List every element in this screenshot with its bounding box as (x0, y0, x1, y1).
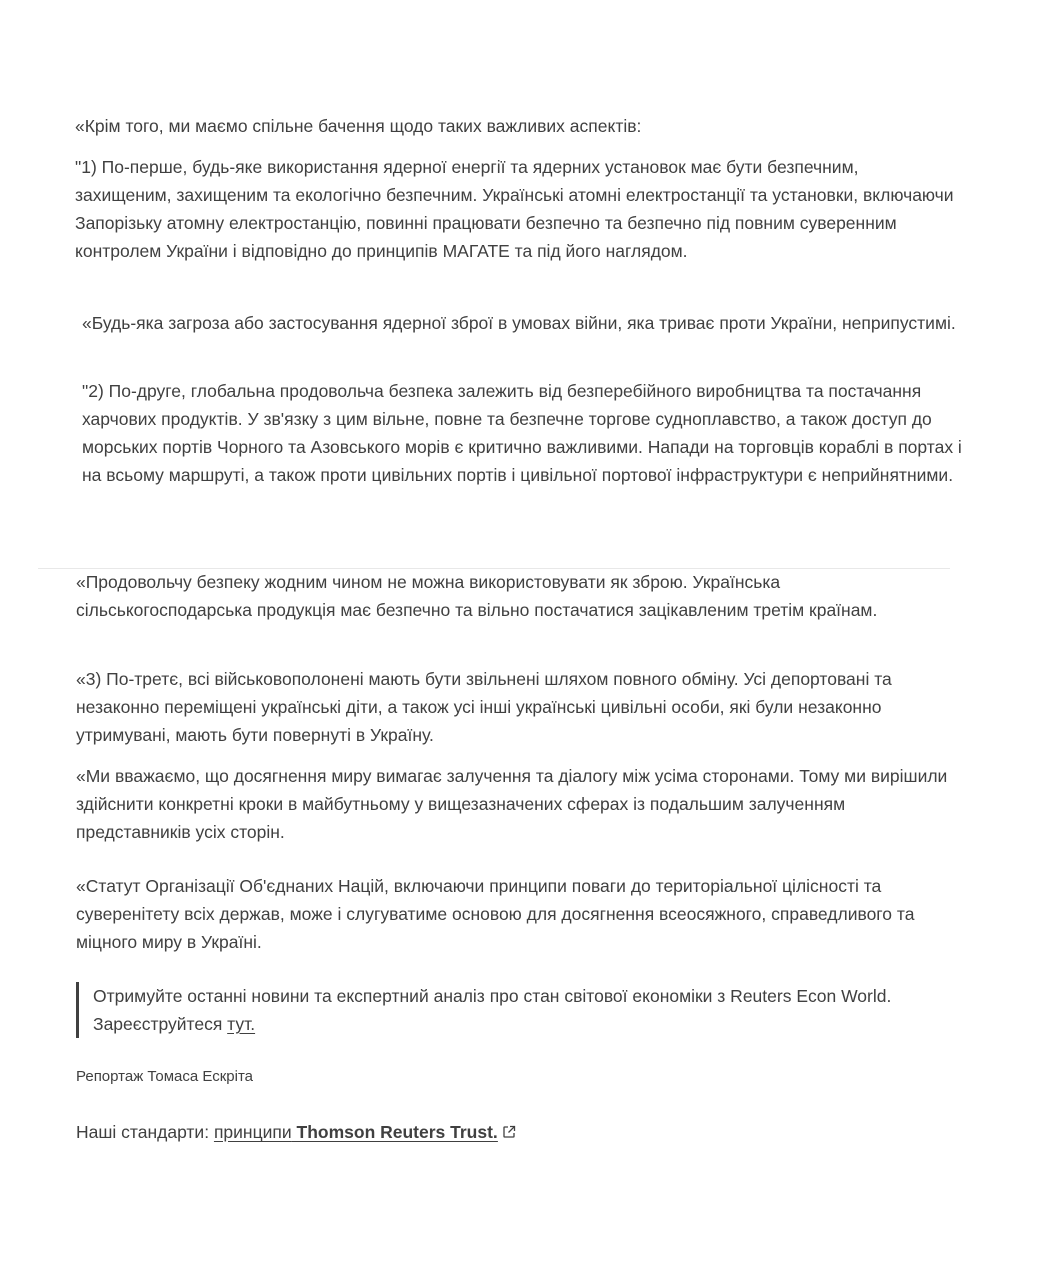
paragraph-8: «Статут Організації Об'єднаних Націй, включаючи принципи поваги до територіальної цілісності та суверенітету всіх держав, може і слугуватиме основою для досягнення всеосяжного, справедливого та міцного миру в Україні. (76, 876, 915, 952)
byline: Репортаж Томаса Ескріта (76, 1068, 254, 1085)
trust-link-regular: принципи (213, 1122, 292, 1142)
paragraph-2: "1) По-перше, будь-яке використання ядерної енергії та ядерних установок має бути безпечним, захищеним, захищеним та екологічно безпечним. Українські атомні електростанції та установки, включаючи Запорізьку атомну електростанцію, повинні працювати безпечно та безпечно під повним суверенним контролем України і відповідно до принципів МАГАТЕ та під його наглядом. (75, 157, 954, 261)
paragraph-5: «Продовольчу безпеку жодним чином не можна використовувати як зброю. Українська сільськогосподарська продукція має безпечно та вільно постачатися зацікавленим третім країнам. (76, 572, 878, 620)
callout-text (93, 982, 896, 1038)
paragraph-6: «3) По-третє, всі військовополонені мають бути звільнені шляхом повного обміну. Усі депортовані та незаконно переміщені українські діти, а також усі інші українські цивільні особи, які були незаконно утримувані, мають бути повернуті в Україну. (76, 669, 892, 745)
newsletter-callout (76, 982, 896, 1038)
callout-body: Отримуйте останні новини та експертний аналіз про стан світової економіки з Reuters Econ World. Зареєструйтеся (93, 986, 892, 1034)
external-link-icon[interactable] (502, 1119, 516, 1133)
paragraph-4: "2) По-друге, глобальна продовольча безпека залежить від безперебійного виробництва та постачання харчових продуктів. У зв'язку з цим вільне, повне та безпечне торгове судноплавство, а також доступ до морських портів Чорного та Азовського морів є критично важливими. Напади на торговців кораблі в портах і на всьому маршруті, а також проти цивільних портів і цивільної портової інфраструктури є неприйнятними. (82, 381, 962, 485)
trust-link-bold: Thomson Reuters Trust. (296, 1122, 498, 1142)
standards-prefix: Наші стандарти: (76, 1122, 214, 1142)
trust-principles-link[interactable] (214, 1122, 498, 1142)
paragraph-7: «Ми вважаємо, що досягнення миру вимагає залучення та діалогу між усіма сторонами. Тому ми вирішили здійснити конкретні кроки в майбутньому у вищезазначених сферах із подальшим залученням представників усіх сторін. (76, 766, 948, 842)
paragraph-1: «Крім того, ми маємо спільне бачення щодо таких важливих аспектів: (75, 116, 642, 136)
callout-signup-link[interactable]: тут. (227, 1014, 256, 1034)
paragraph-3: «Будь-яка загроза або застосування ядерної зброї в умовах війни, яка триває проти України, неприпустимі. (82, 313, 956, 333)
standards-line (76, 1118, 516, 1146)
